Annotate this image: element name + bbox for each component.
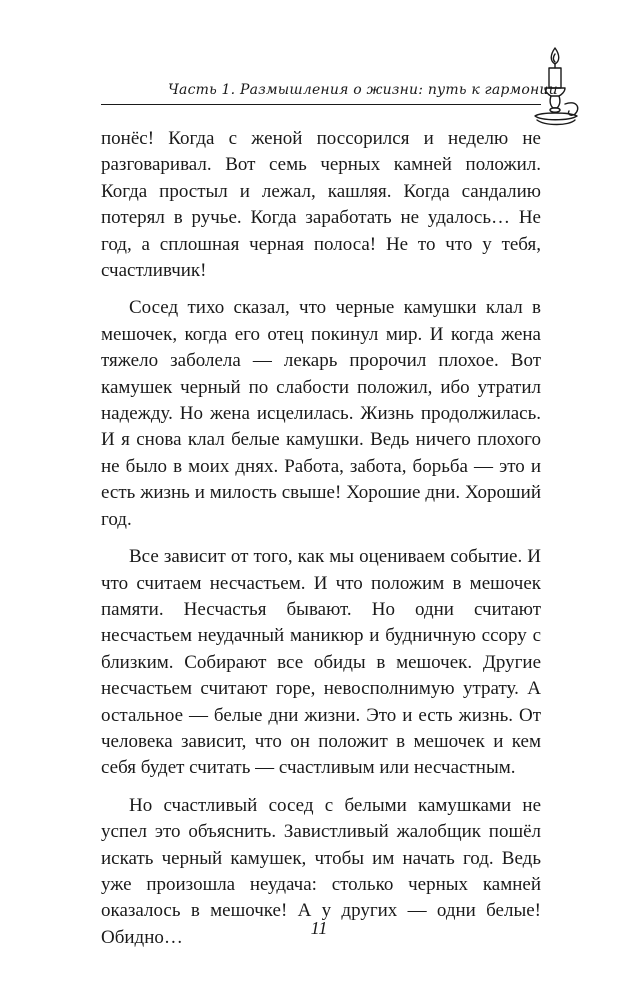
- body-text: [101, 126, 541, 962]
- paragraph-4: Но счастливый сосед с белыми камушками не успел это объяснить. Завистливый жалобщик пошёл искать черный камушек, чтобы им начать год. Ведь уже произошла неудача: столько черных камней оказалось в мешочке! А у других — одни белые! Обидно…: [101, 794, 541, 948]
- paragraph-3: Все зависит от того, как мы оцениваем событие. И что считаем несчастьем. И что положим в мешочек памяти. Несчастья бывают. Но одни считают несчастьем неудачный маникюр и будничную ссору с близким. Собирают все обиды в мешочек. Другие несчастьем считают горе, невосполнимую утрату. А остальное — белые дни жизни. Это и есть жизнь. От человека зависит, что он положит в мешочек и кем себя будет считать — счастливым или несчастным.: [101, 546, 541, 779]
- candle-icon: [533, 44, 593, 134]
- paragraph-2: Сосед тихо сказал, что черные камушки клал в мешочек, когда его отец покинул мир. И когда жена тяжело заболела — лекарь пророчил плохое. Вот камушек черный по слабости положил, ибо утратил надежду. Но жена исцелилась. Жизнь продолжилась. И я снова клал белые камушки. Ведь ничего плохого не было в моих днях. Работа, забота, борьба — это и есть жизнь и милость свыше! Хорошие дни. Хороший год.: [101, 297, 541, 530]
- running-head-title: Часть 1. Размышления о жизни: путь к гармонии: [168, 82, 558, 98]
- page-number: 11: [310, 918, 328, 938]
- running-head-rule: [101, 104, 541, 105]
- running-head: [0, 0, 644, 120]
- paragraph-1: понёс! Когда с женой поссорился и неделю не разговаривал. Вот семь черных камней положил. Когда простыл и лежал, кашляя. Когда сандалию потерял в ручье. Когда заработать не удалось… Не год, а сплошная черная полоса! Не то что у тебя, счастливчик!: [101, 128, 541, 282]
